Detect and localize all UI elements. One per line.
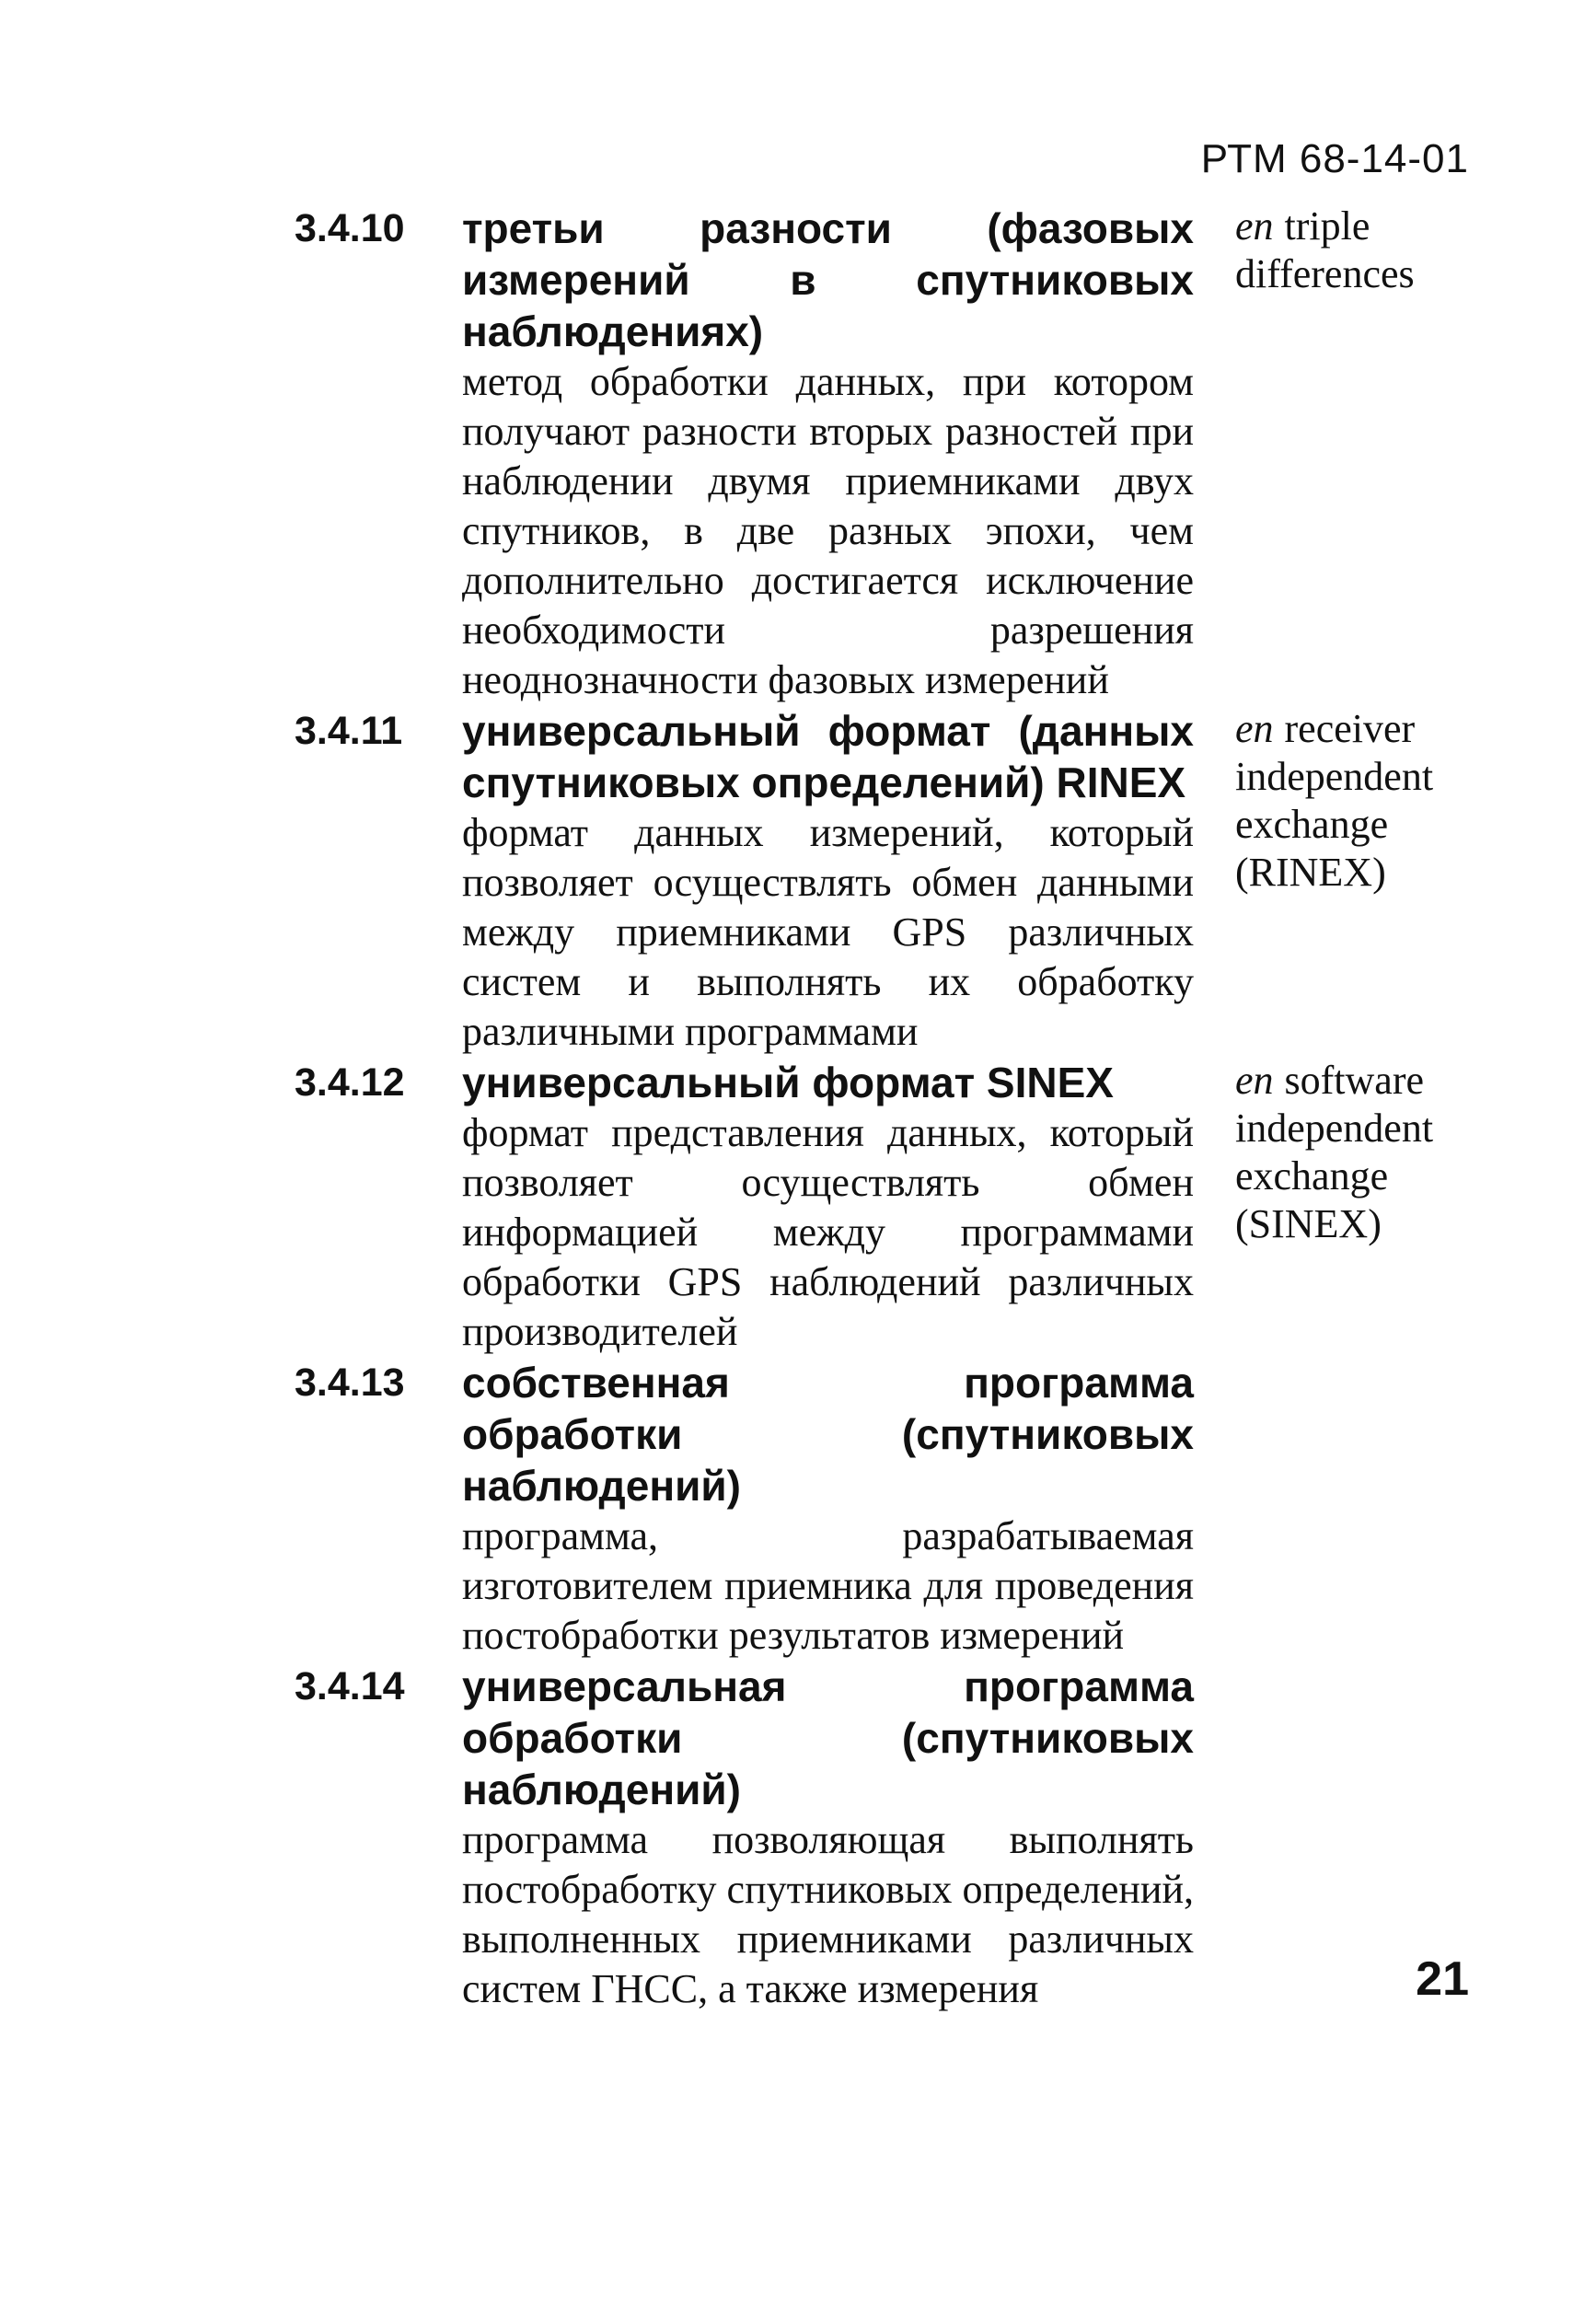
term-entry <box>295 705 1463 1057</box>
term-definition: программа позволяющая выполнять постобработку спутниковых определений, выполненных приемниками различных систем ГНСС, а также измерения <box>462 1817 1194 2011</box>
document-code: РТМ 68-14-01 <box>1200 136 1469 181</box>
english-term: receiver independent exchange (RINEX) <box>1235 706 1434 895</box>
term-content <box>462 203 1194 705</box>
english-equivalent <box>1194 1661 1463 1708</box>
term-content <box>462 1661 1194 2014</box>
term-definition: программа, разрабатываемая изготовителем приемника для проведения постобработки результатов измерений <box>462 1513 1194 1658</box>
term-number: 3.4.14 <box>295 1664 405 1708</box>
term-definition: формат представления данных, который позволяет осуществлять обмен информацией между программами обработки GPS наблюдений различных производителей <box>462 1110 1194 1354</box>
term-entry <box>295 1357 1463 1661</box>
term-definition: формат данных измерений, который позволяет осуществлять обмен данными между приемниками GPS различных систем и выполнять их обработку различными программами <box>462 810 1194 1054</box>
term-content <box>462 1057 1194 1357</box>
term-number: 3.4.11 <box>295 709 403 753</box>
term-title: универсальный формат (данных спутниковых определений) RINEX <box>462 707 1194 806</box>
term-definition: метод обработки данных, при котором получают разности вторых разностей при наблюдении двумя приемниками двух спутников, в две разных эпохи, чем дополнительно достигается исключение необходимости разрешения неоднозначности фазовых измерений <box>462 359 1194 702</box>
term-entry <box>295 203 1463 705</box>
english-equivalent <box>1194 1057 1463 1248</box>
english-equivalent <box>1194 705 1463 897</box>
english-term: triple differences <box>1235 203 1415 296</box>
english-equivalent <box>1194 203 1463 298</box>
language-tag: en <box>1235 203 1274 249</box>
page-number: 21 <box>1416 1952 1469 2006</box>
term-content <box>462 705 1194 1057</box>
term-title: собственная программа обработки (спутниковых наблюдений) <box>462 1359 1194 1510</box>
term-number: 3.4.12 <box>295 1060 405 1105</box>
term-title: третьи разности (фазовых измерений в спутниковых наблюдениях) <box>462 204 1194 355</box>
term-title: универсальная программа обработки (спутниковых наблюдений) <box>462 1662 1194 1813</box>
term-content <box>462 1357 1194 1661</box>
language-tag: en <box>1235 1058 1274 1103</box>
term-entry <box>295 1057 1463 1357</box>
english-term: software independent exchange (SINEX) <box>1235 1058 1434 1246</box>
language-tag: en <box>1235 706 1274 751</box>
term-number: 3.4.13 <box>295 1361 405 1405</box>
term-title: универсальный формат SINEX <box>462 1059 1114 1106</box>
term-number: 3.4.10 <box>295 206 405 250</box>
term-list <box>295 203 1463 2014</box>
english-equivalent <box>1194 1357 1463 1405</box>
term-entry <box>295 1661 1463 2014</box>
